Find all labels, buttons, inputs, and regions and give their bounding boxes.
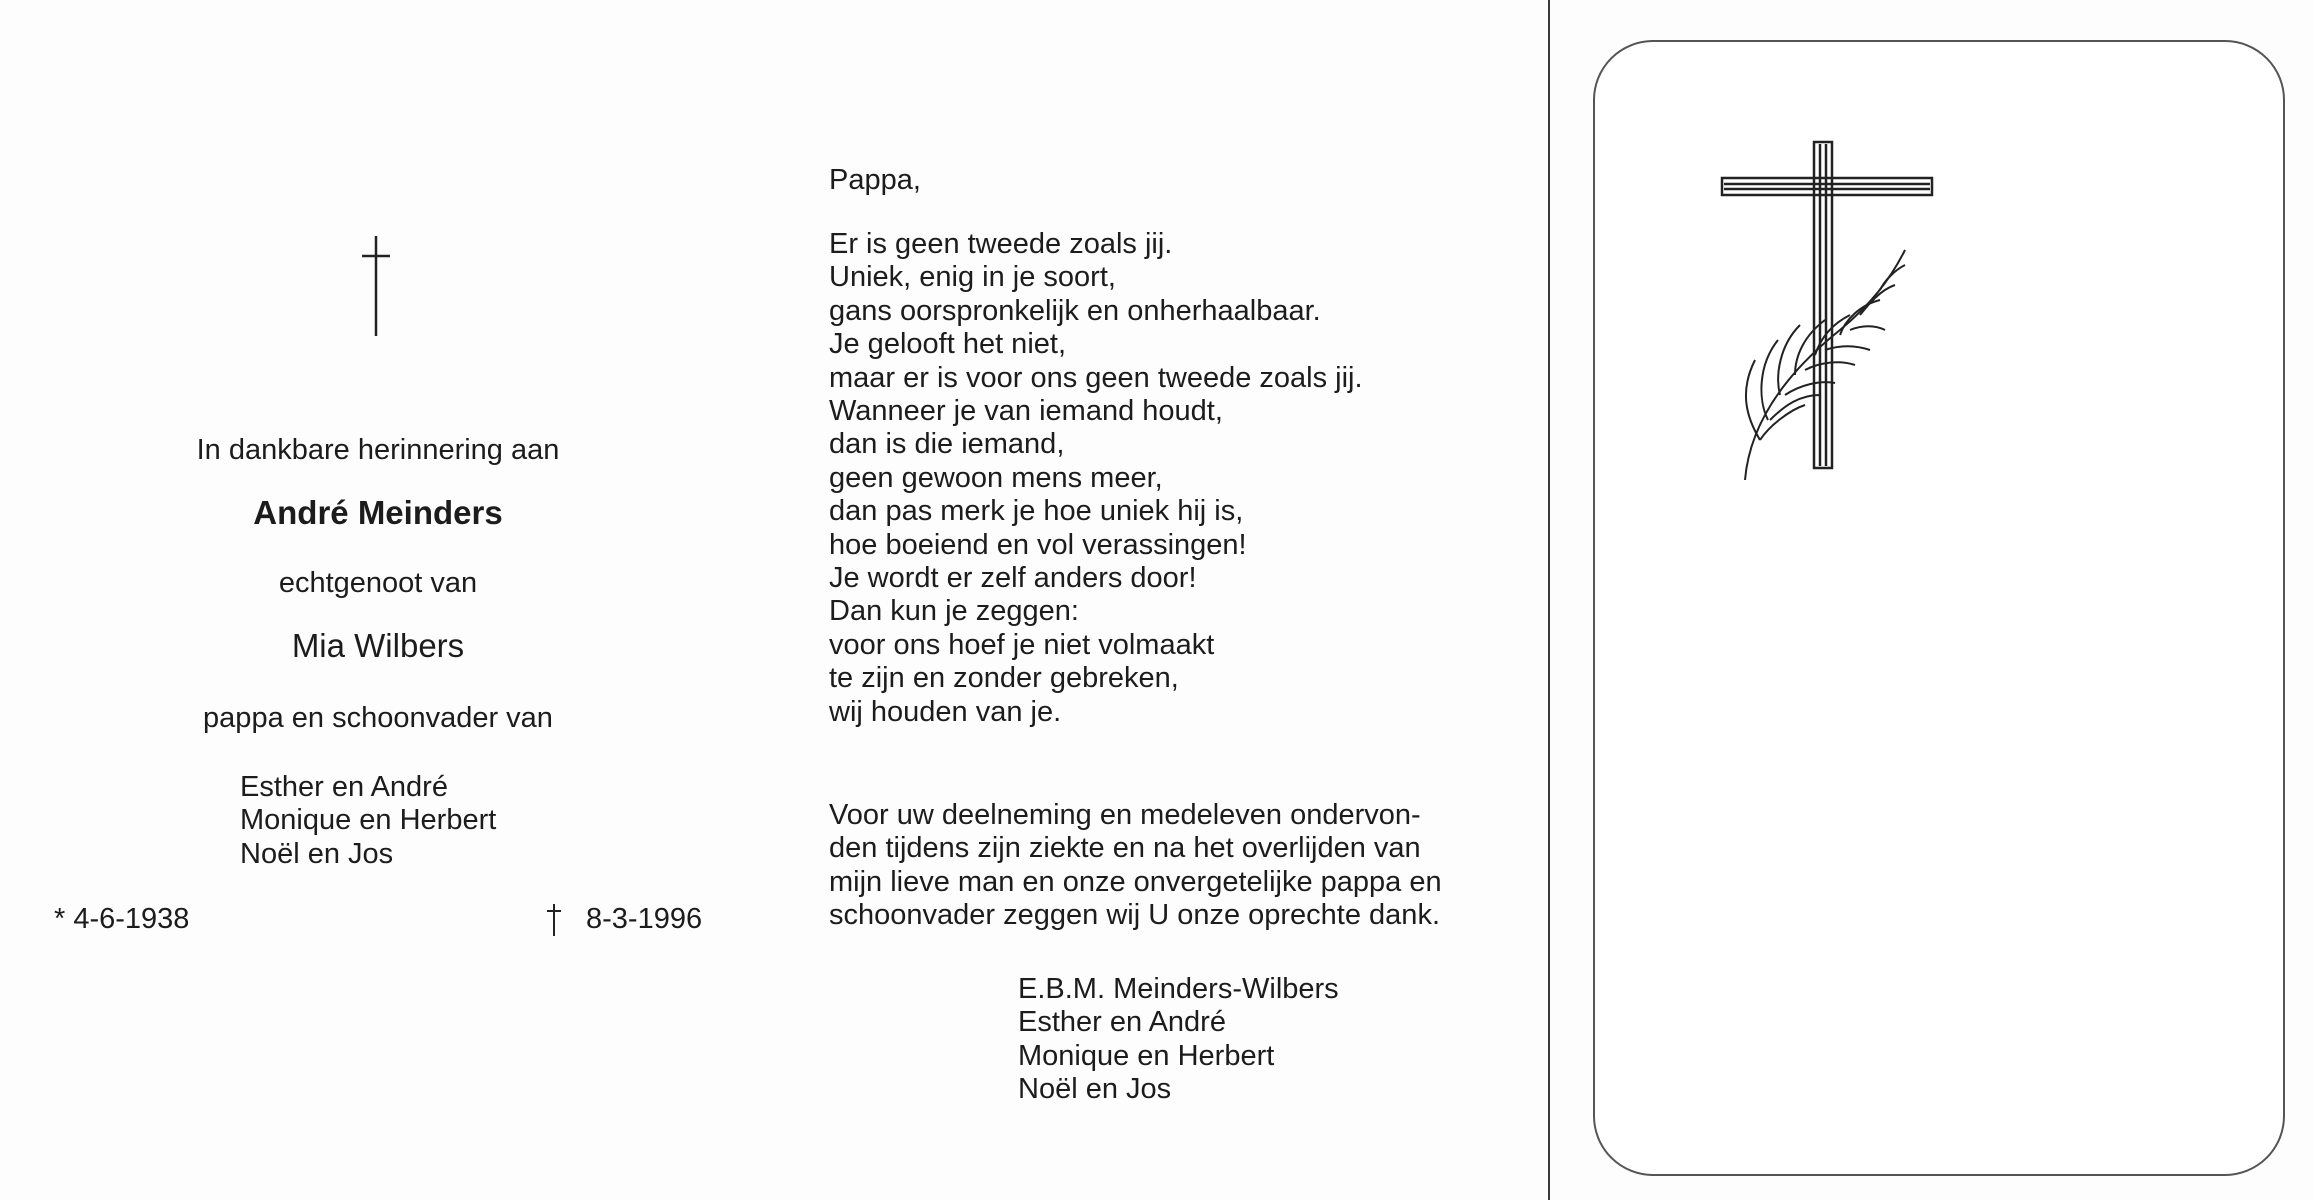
intro-text: In dankbare herinnering aan [196,434,560,466]
signature-line: Esther en André [1018,1006,1226,1039]
thanks-line: den tijdens zijn ziekte en na het overlijden van [829,832,1421,865]
salutation: Pappa, [829,164,921,196]
child-item: Noël en Jos [240,837,394,870]
page-fold-divider [1548,0,1550,1200]
poem-line: maar er is voor ons geen tweede zoals jij. [829,361,1363,394]
children-label: pappa en schoonvader van [203,702,553,734]
signature-line: Noël en Jos [1018,1073,1172,1106]
poem-line: hoe boeiend en vol verassingen! [829,528,1247,561]
poem-line: Wanneer je van iemand houdt, [829,395,1223,428]
birth-date: * 4-6-1938 [54,903,190,935]
signature-line: E.B.M. Meinders-Wilbers [1018,973,1339,1005]
poem-line: geen gewoon mens meer, [829,461,1163,494]
poem-line: gans oorspronkelijk en onherhaalbaar. [829,294,1321,327]
death-cross-icon [544,902,564,938]
spouse-label: echtgenoot van [278,567,478,599]
thanks-line: Voor uw deelneming en medeleven ondervon- [829,799,1421,831]
child-item: Monique en Herbert [240,804,497,837]
front-card [1593,40,2285,1176]
child-item: Esther en André [240,771,448,803]
poem-line: Er is geen tweede zoals jij. [829,228,1173,260]
poem-line: Je gelooft het niet, [829,328,1066,361]
cross-icon [356,234,396,338]
signature-line: Monique en Herbert [1018,1039,1275,1072]
poem-line: Dan kun je zeggen: [829,595,1079,628]
signatures [1018,973,1339,1107]
poem-line: voor ons hoef je niet volmaakt [829,628,1215,661]
poem-line: dan pas merk je hoe uniek hij is, [829,495,1244,528]
thanks-line: schoonvader zeggen wij U onze oprechte dank. [829,899,1440,932]
poem-line: wij houden van je. [829,695,1062,728]
thanks-paragraph [829,799,1442,933]
poem-line: Uniek, enig in je soort, [829,261,1116,294]
poem [829,228,1363,729]
poem-line: te zijn en zonder gebreken, [829,662,1179,695]
poem-line: Je wordt er zelf anders door! [829,562,1197,595]
poem-line: dan is die iemand, [829,428,1065,461]
deceased-name: André Meinders [253,494,503,531]
children-list [240,771,496,871]
spouse-name: Mia Wilbers [291,627,465,664]
thanks-line: mijn lieve man en onze onvergetelijke pappa en [829,865,1442,898]
death-date: 8-3-1996 [586,903,703,935]
cross-with-palm-icon [1720,140,1940,480]
